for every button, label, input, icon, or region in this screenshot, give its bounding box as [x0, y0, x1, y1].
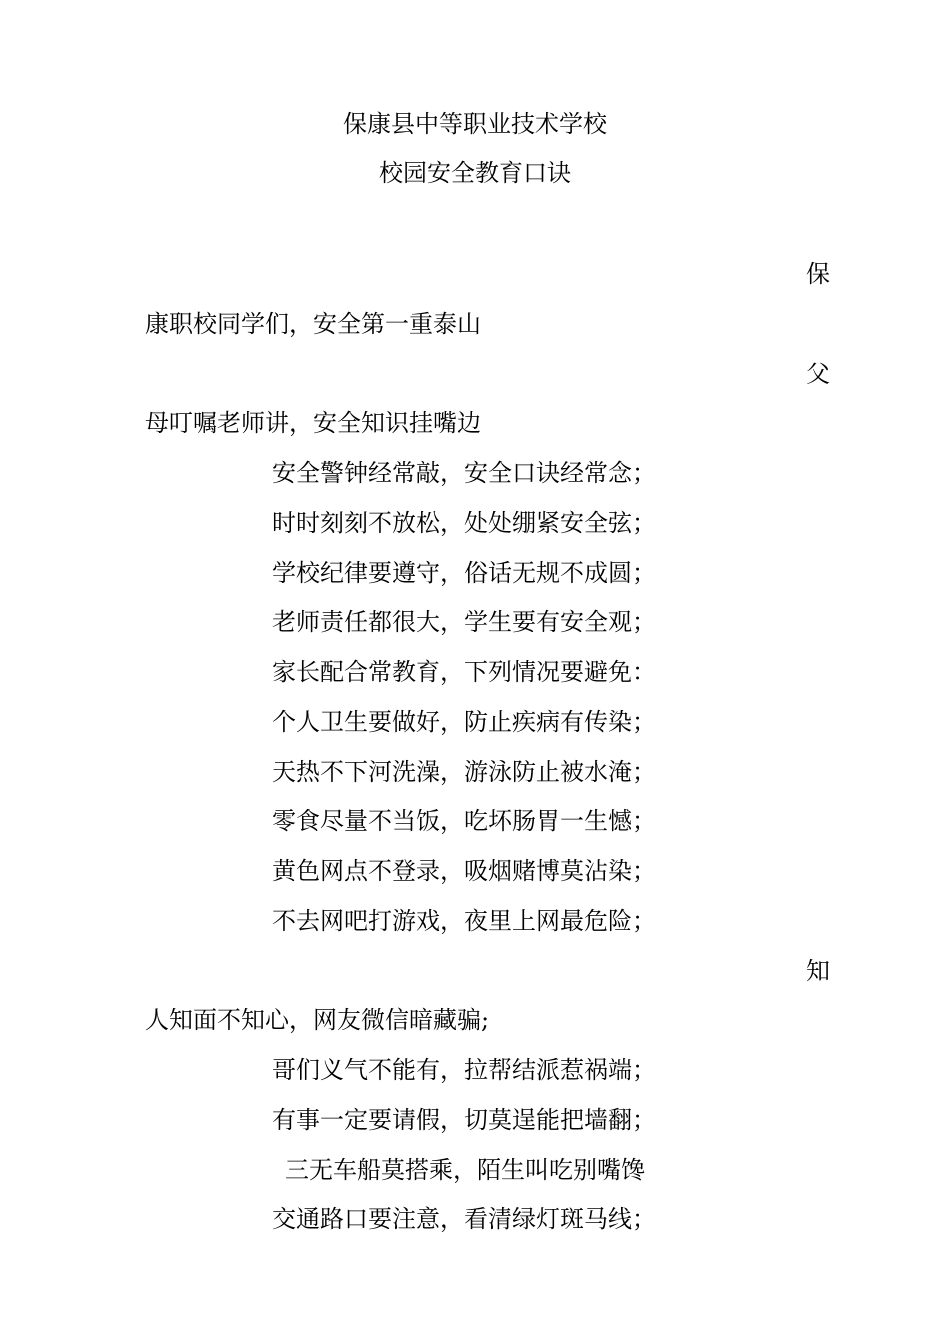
verse-line: 交通路口要注意，看清绿灯斑马线；: [272, 1205, 656, 1233]
text-line: 人知面不知心，网友微信暗藏骗;: [145, 1006, 490, 1034]
text-line: 父: [806, 360, 830, 388]
verse-line: 学校纪律要遵守，俗话无规不成圆；: [272, 559, 656, 587]
verse-line: 家长配合常教育，下列情况要避免：: [272, 658, 656, 686]
verse-line: 安全警钟经常敲，安全口诀经常念；: [272, 459, 656, 487]
verse-line: 有事一定要请假，切莫逞能把墙翻；: [272, 1106, 656, 1134]
text-line: 母叮嘱老师讲，安全知识挂嘴边: [145, 409, 481, 437]
verse-line: 哥们义气不能有，拉帮结派惹祸端；: [272, 1056, 656, 1084]
verse-line: 时时刻刻不放松，处处绷紧安全弦；: [272, 509, 656, 537]
text-line: 保: [806, 260, 830, 288]
verse-line: 老师责任都很大，学生要有安全观；: [272, 608, 656, 636]
verse-line: 不去网吧打游戏，夜里上网最危险；: [272, 907, 656, 935]
verse-line: 黄色网点不登录，吸烟赌博莫沾染；: [272, 857, 656, 885]
verse-line: 天热不下河洗澡，游泳防止被水淹；: [272, 758, 656, 786]
document-title: 校园安全教育口诀: [379, 159, 571, 187]
text-line: 康职校同学们，安全第一重泰山: [145, 310, 481, 338]
school-name-title: 保康县中等职业技术学校: [343, 110, 607, 138]
verse-line: 三无车船莫搭乘，陌生叫吃别嘴馋: [285, 1156, 645, 1184]
verse-line: 个人卫生要做好，防止疾病有传染；: [272, 708, 656, 736]
text-line: 知: [806, 957, 830, 985]
verse-line: 零食尽量不当饭，吃坏肠胃一生憾；: [272, 807, 656, 835]
